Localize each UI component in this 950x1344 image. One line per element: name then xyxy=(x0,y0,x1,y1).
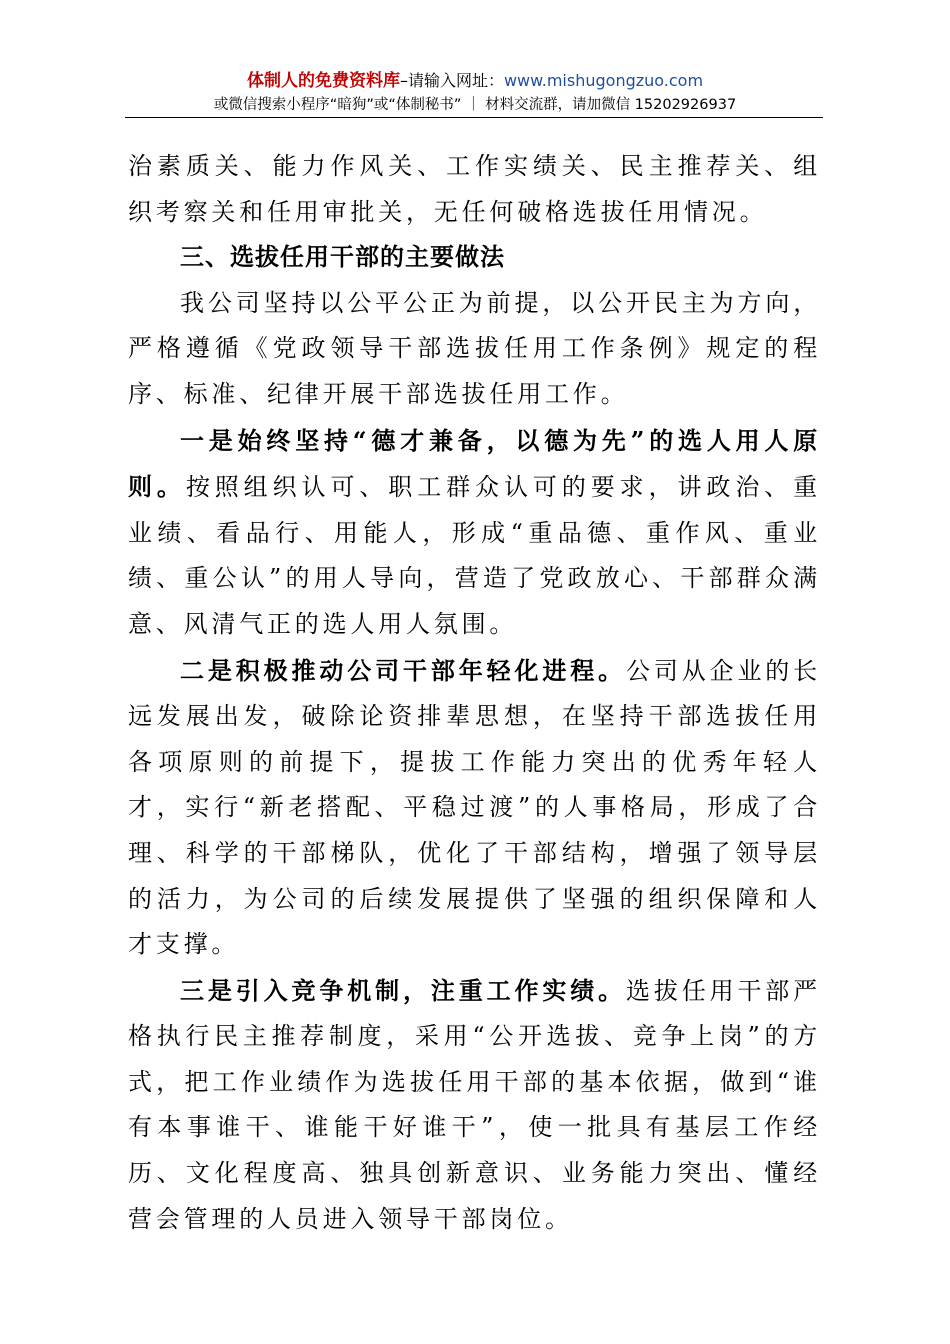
point-1-lead: 一是始终坚持“德才兼备，以德为先”的选人用人原则。 xyxy=(128,425,821,502)
paragraph-continued: 治素质关、能力作风关、工作实绩关、民主推荐关、组织考察关和任用审批关，无任何破格选拔任用情况。 xyxy=(128,152,821,226)
paragraph-point-3 xyxy=(128,968,821,1243)
point-3-lead: 三是引入竞争机制，注重工作实绩。 xyxy=(180,975,626,1005)
point-1-body: 按照组织认可、职工群众认可的要求，讲政治、重业绩、看品行、用能人，形成“重品德、重作风、重业绩、重公认”的用人导向，营造了党政放心、干部群众满意、风清气正的选人用人氛围。 xyxy=(128,473,821,638)
header-line-2: 或微信搜索小程序“暗狗”或“体制秘书” ｜ 材料交流群，请加微信 15202926937 xyxy=(213,97,737,113)
url-prompt: –请输入网址： xyxy=(399,71,504,90)
point-2-lead: 二是积极推动公司干部年轻化进程。 xyxy=(180,655,626,685)
section-heading: 三、选拔任用干部的主要做法 xyxy=(180,243,505,272)
point-3-body: 选拔任用干部严格执行民主推荐制度，采用“公开选拔、竞争上岗”的方式，把工作业绩作为选拔任用干部的基本依据，做到“谁有本事谁干、谁能干好谁干”，使一批具有基层工作经历、文化程度高、独具创新意识、业务能力突出、懂经营会管理的人员进入领导干部岗位。 xyxy=(128,976,821,1233)
paragraph-point-1 xyxy=(128,418,821,648)
website-link[interactable]: www.mishugongzuo.com xyxy=(503,71,704,90)
header-divider xyxy=(125,117,823,118)
paragraph-point-2 xyxy=(128,648,821,968)
page-header xyxy=(125,68,825,116)
header-line-1 xyxy=(125,68,825,94)
document-body xyxy=(128,144,821,1242)
brand-name: 体制人的免费资料库 xyxy=(246,71,400,91)
point-2-body: 公司从企业的长远发展出发，破除论资排辈思想，在坚持干部选拔任用各项原则的前提下，提拔工作能力突出的优秀年轻人才，实行“新老搭配、平稳过渡”的人事格局，形成了合理、科学的干部梯队，优化了干部结构，增强了领导层的活力，为公司的后续发展提供了坚强的组织保障和人才支撑。 xyxy=(128,656,821,959)
paragraph-intro: 我公司坚持以公平公正为前提，以公开民主为方向，严格遵循《党政领导干部选拔任用工作条例》规定的程序、标准、纪律开展干部选拔任用工作。 xyxy=(128,288,821,408)
